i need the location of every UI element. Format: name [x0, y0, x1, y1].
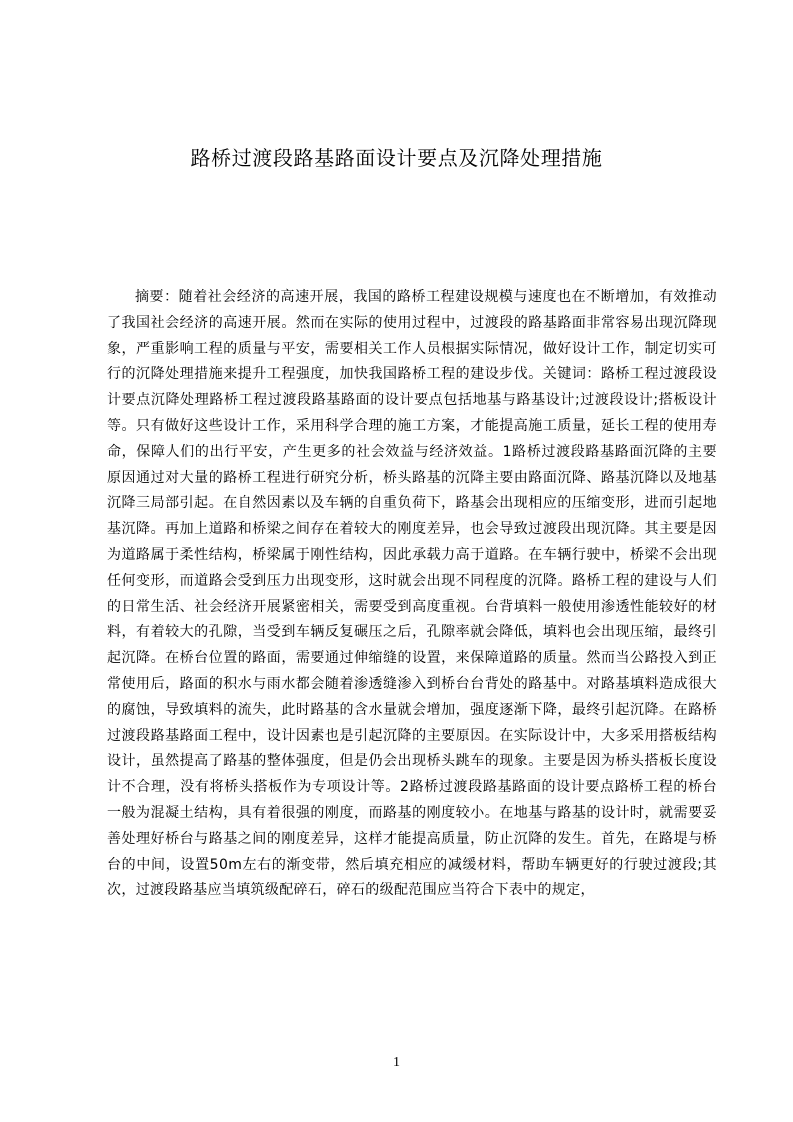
- document-title: 路桥过渡段路基路面设计要点及沉降处理措施: [190, 146, 603, 170]
- page-number: 1: [393, 1055, 400, 1070]
- document-body: 摘要：随着社会经济的高速开展，我国的路桥工程建设规模与速度也在不断增加，有效推动了我国社会经济的高速开展。然而在实际的使用过程中，过渡段的路基路面非常容易出现沉降现象，严重影响工程的质量与平安，需要相关工作人员根据实际情况，做好设计工作，制定切实可行的沉降处理措施来提升工程强度，加快我国路桥工程的建设步伐。关键词：路桥工程过渡段设计要点沉降处理路桥工程过渡段路基路面的设计要点包括地基与路基设计;过渡段设计;搭板设计等。只有做好这些设计工作，采用科学合理的施工方案，才能提高施工质量，延长工程的使用寿命，保障人们的出行平安，产生更多的社会效益与经济效益。1路桥过渡段路基路面沉降的主要原因通过对大量的路桥工程进行研究分析，桥头路基的沉降主要由路面沉降、路基沉降以及地基沉降三局部引起。在自然因素以及车辆的自重负荷下，路基会出现相应的压缩变形，进而引起地基沉降。再加上道路和桥梁之间存在着较大的刚度差异，也会导致过渡段出现沉降。其主要是因为道路属于柔性结构，桥梁属于刚性结构，因此承载力高于道路。在车辆行驶中，桥梁不会出现任何变形，而道路会受到压力出现变形，这时就会出现不同程度的沉降。路桥工程的建设与人们的日常生活、社会经济开展紧密相关，需要受到高度重视。台背填料一般使用渗透性能较好的材料，有着较大的孔隙，当受到车辆反复碾压之后，孔隙率就会降低，填料也会出现压缩，最终引起沉降。在桥台位置的路面，需要通过伸缩缝的设置，来保障道路的质量。然而当公路投入到正常使用后，路面的积水与雨水都会随着渗透缝渗入到桥台台背处的路基中。对路基填料造成很大的腐蚀，导致填料的流失，此时路基的含水量就会增加，强度逐渐下降，最终引起沉降。在路桥过渡段路基路面工程中，设计因素也是引起沉降的主要原因。在实际设计中，大多采用搭板结构设计，虽然提高了路基的整体强度，但是仍会出现桥头跳车的现象。主要是因为桥头搭板长度设计不合理，没有将桥头搭板作为专项设计等。2路桥过渡段路基路面的设计要点路桥工程的桥台一般为混凝土结构，具有着很强的刚度，而路基的刚度较小。在地基与路基的设计时，就需要妥善处理好桥台与路基之间的刚度差异，这样才能提高质量，防止沉降的发生。首先，在路堤与桥台的中间，设置50m左右的渐变带，然后填充相应的减缓材料，帮助车辆更好的行驶过渡段;其次，过渡段路基应当填筑级配碎石，碎石的级配范围应当符合下表中的规定，: [107, 289, 717, 899]
